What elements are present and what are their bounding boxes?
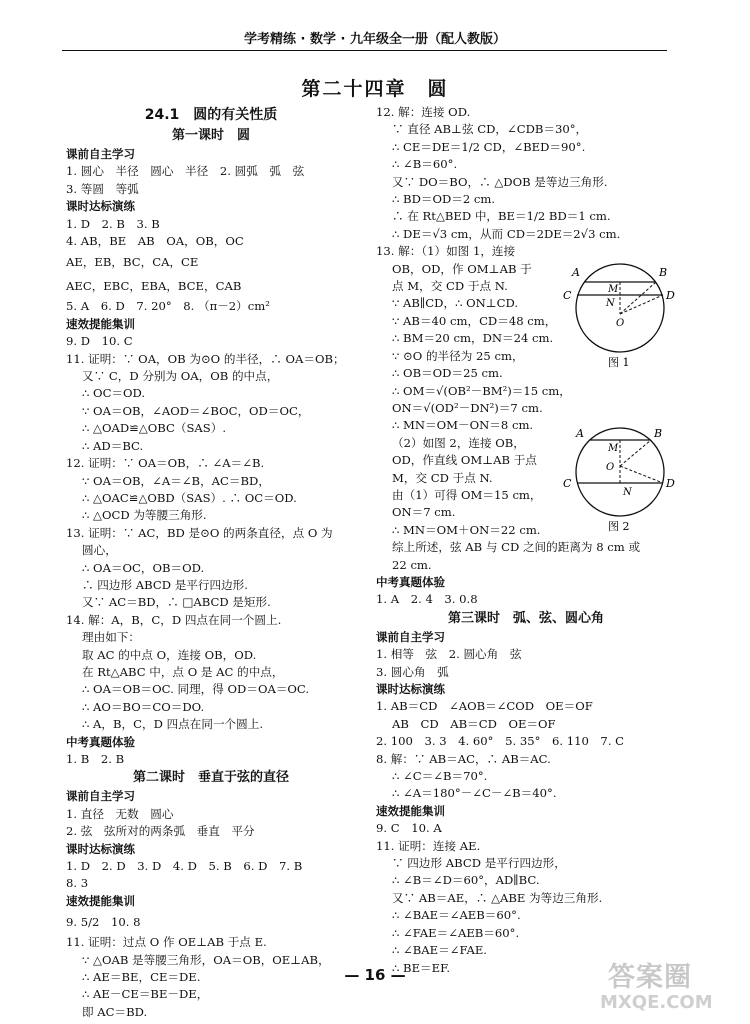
right-line: 2. 100 3. 3 4. 60° 5. 35° 6. 110 7. C [376, 734, 625, 749]
right-line: ∴ OB＝OD＝25 cm. [392, 366, 503, 381]
left-line: 1. D 2. D 3. D 4. D 5. B 6. D 7. B [66, 859, 303, 874]
fig2-label-a: A [576, 427, 584, 440]
left-line: 5. A 6. D 7. 20° 8. （π－2）cm² [66, 299, 270, 314]
left-line: ∵ OA＝OB，∠AOD＝∠BOC，OD＝OC， [82, 403, 310, 418]
left-line: ∴ AE－CE＝BE－DE， [82, 987, 209, 1002]
left-line: ∴ OA＝OC，OB＝OD. [82, 560, 205, 575]
left-column [66, 104, 356, 1021]
right-line: ∴ BD＝OD＝2 cm. [392, 192, 496, 207]
right-line: ∵ AB∥CD，∴ ON⊥CD. [392, 296, 519, 311]
watermark-logo: 答案圈 [608, 962, 692, 993]
left-line: ∴ △OCD 为等腰三角形. [82, 508, 207, 523]
fig2-caption: 图 2 [608, 520, 630, 533]
left-line: ∵ OA＝OB，∠A＝∠B，AC＝BD， [82, 473, 270, 488]
right-line: ∴ ∠BAE＝∠AEB＝60°. [392, 908, 521, 923]
right-line: M，交 CD 于点 N. [392, 470, 493, 485]
left-line: 8. 3 [66, 876, 89, 891]
left-line: 取 AC 的中点 O，连接 OB，OD. [82, 647, 257, 662]
figure-2 [560, 426, 680, 536]
right-line: （2）如图 2，连接 OB， [392, 435, 525, 450]
fig1-ob [620, 282, 656, 314]
right-line: ∴ MN＝OM＋ON＝22 cm. [392, 522, 541, 537]
page-number: — 16 — [344, 966, 406, 984]
left-line: AE，EB，BC，CA，CE [66, 255, 199, 270]
left-line: 1. D 2. B 3. B [66, 216, 160, 231]
fig1-caption: 图 1 [608, 356, 630, 369]
fig2-label-n: N [623, 487, 632, 498]
right-line: ON＝7 cm. [392, 505, 456, 520]
left-line: 3. 等圆 等弧 [66, 181, 139, 196]
right-line: ∴ ∠B＝60°. [392, 157, 458, 172]
right-line: 速效提能集训 [376, 803, 445, 818]
right-line: ∵ ⊙O 的半径为 25 cm， [392, 348, 524, 363]
fig1-label-o: O [616, 318, 625, 329]
right-line: 3. 圆心角 弧 [376, 664, 449, 679]
left-line: 24.1 圆的有关性质 [144, 107, 278, 123]
right-line: ∴ ∠A＝180°－∠C－∠B＝40°. [392, 786, 557, 801]
left-line: 11. 证明：过点 O 作 OE⊥AB 于点 E. [66, 935, 267, 950]
fig1-od [620, 295, 663, 314]
left-line: 即 AC＝BD. [82, 1004, 148, 1019]
right-line: ∴ BE＝EF. [392, 960, 451, 975]
left-line: 第一课时 圆 [171, 128, 250, 143]
left-line: 课时达标演练 [66, 841, 135, 856]
fig2-label-m: M [608, 443, 619, 454]
fig1-label-n: N [606, 298, 615, 309]
right-line: ∴ ∠C＝∠B＝70°. [392, 769, 488, 784]
right-line: ∴ MN＝OM－ON＝8 cm. [392, 418, 534, 433]
left-line: ∴ A，B，C，D 四点在同一个圆上. [82, 717, 264, 732]
left-line: 又∵ AC＝BD，∴ □ABCD 是矩形. [82, 595, 271, 610]
left-line: 圆心， [82, 543, 117, 558]
right-line: ∴ ∠BAE＝∠FAE. [392, 943, 487, 958]
watermark-url: MXQE.COM [600, 992, 713, 1013]
fig2-od [620, 466, 663, 483]
left-line: 课前自主学习 [66, 147, 135, 161]
right-line: 又∵ AB＝AE，∴ △ABE 为等边三角形. [392, 890, 603, 905]
right-line: 1. A 2. 4 3. 0.8 [376, 592, 478, 607]
right-line: 13. 解：（1）如图 1，连接 [376, 244, 516, 259]
left-line: 又∵ C，D 分别为 OA，OB 的中点， [82, 369, 279, 384]
left-line: 课前自主学习 [66, 789, 135, 804]
right-line: ∴ ∠B＝∠D＝60°，AD∥BC. [392, 873, 540, 888]
left-line: 13. 证明：∵ AC，BD 是⊙O 的两条直径，点 O 为 [66, 525, 333, 540]
left-line: ∴ △OAC≌△OBD（SAS）. ∴ OC＝OD. [82, 490, 297, 505]
right-line: 1. AB＝CD ∠AOB＝∠COD OE＝OF [376, 699, 593, 714]
right-line: 又∵ DO＝BO，∴ △DOB 是等边三角形. [392, 174, 608, 189]
left-line: 9. 5/2 10. 8 [66, 915, 141, 930]
left-line: ∴ OC＝OD. [82, 386, 146, 401]
right-line: 综上所述，弦 AB 与 CD 之间的距离为 8 cm 或 [392, 540, 641, 555]
fig1-label-c: C [563, 289, 572, 302]
header-rule [62, 50, 667, 51]
right-line: 8. 解：∵ AB＝AC，∴ AB＝AC. [376, 751, 551, 766]
fig1-label-m: M [608, 284, 619, 295]
right-line: ∴ ∠FAE＝∠AEB＝60°. [392, 925, 520, 940]
right-line: ∴ BM＝20 cm，DN＝24 cm. [392, 331, 554, 346]
right-line: ∴ 在 Rt△BED 中，BE＝1/2 BD＝1 cm. [392, 209, 611, 224]
fig1-label-d: D [666, 289, 675, 302]
right-line: ∴ CE＝DE＝1/2 CD，∠BED＝90°. [392, 139, 586, 154]
right-line: AB CD AB＝CD OE＝OF [392, 716, 556, 731]
right-column [376, 104, 676, 977]
right-line: 点 M，交 CD 于点 N. [392, 279, 508, 294]
left-line: 12. 证明：∵ OA＝OB，∴ ∠A＝∠B. [66, 456, 265, 471]
fig1-label-a: A [572, 266, 580, 279]
right-line: OB，OD，作 OM⊥AB 于 [392, 261, 532, 276]
left-line: 理由如下： [82, 630, 140, 645]
right-line: ∵ 四边形 ABCD 是平行四边形， [392, 856, 566, 871]
right-line: 22 cm. [392, 557, 432, 572]
left-line: 1. B 2. B [66, 752, 125, 766]
right-line: 11. 证明：连接 AE. [376, 838, 481, 853]
right-line: 1. 相等 弦 2. 圆心角 弦 [376, 647, 522, 662]
left-line: 1. 圆心 半径 圆心 半径 2. 圆弧 弧 弦 [66, 164, 305, 179]
fig2-label-d: D [666, 477, 675, 490]
figure-1 [560, 262, 680, 372]
fig1-label-b: B [659, 266, 668, 279]
left-line: ∴ △OAD≌△OBC（SAS）. [82, 421, 227, 436]
fig2-label-b: B [654, 427, 663, 440]
right-line: ∵ AB＝40 cm，CD＝48 cm， [392, 313, 557, 328]
left-line: 1. 直径 无数 圆心 [66, 806, 174, 821]
left-line: 速效提能集训 [66, 316, 135, 331]
chapter-title: 第二十四章 圆 [301, 78, 449, 100]
left-line: ∴ 四边形 ABCD 是平行四边形. [82, 577, 248, 592]
left-line: 速效提能集训 [66, 893, 135, 908]
right-line: 由（1）可得 OM＝15 cm， [392, 487, 542, 502]
right-line: ON＝√(OD²－DN²)＝7 cm. [392, 400, 543, 415]
right-line: 中考真题体验 [376, 574, 445, 589]
left-line: 课时达标演练 [66, 199, 135, 214]
right-line: OD，作直线 OM⊥AB 于点 [392, 453, 537, 468]
left-line: 2. 弦 弦所对的两条弧 垂直 平分 [66, 824, 255, 839]
left-line: 在 Rt△ABC 中，点 O 是 AC 的中点， [82, 664, 284, 679]
left-line: 4. AB，BE AB OA，OB，OC [66, 234, 244, 249]
left-line: ∴ OA＝OB＝OC. 同理，得 OD＝OA＝OC. [82, 682, 310, 697]
right-line: 课时达标演练 [376, 682, 445, 696]
left-line: 14. 解：A，B，C，D 四点在同一个圆上. [66, 612, 282, 627]
left-line: 第二课时 垂直于弦的直径 [132, 770, 289, 786]
left-line: ∴ AD＝BC. [82, 438, 144, 453]
left-line: ∴ AO＝BO＝CO＝DO. [82, 699, 205, 714]
left-line: 9. D 10. C [66, 334, 133, 349]
left-line: ∵ △OAB 是等腰三角形，OA＝OB，OE⊥AB， [82, 952, 330, 967]
right-line: ∴ DE＝√3 cm，从而 CD＝2DE＝2√3 cm. [392, 226, 621, 241]
left-line: 中考真题体验 [66, 734, 135, 749]
fig2-ob [620, 440, 651, 466]
fig2-label-o: O [606, 462, 615, 473]
running-header: 学考精练 · 数学 · 九年级全一册（配人教版） [244, 32, 506, 47]
right-line: 课前自主学习 [376, 629, 445, 644]
right-line: ∵ 直径 AB⊥弦 CD，∠CDB＝30°， [392, 122, 588, 137]
left-line: 11. 证明：∵ OA，OB 为⊙O 的半径，∴ OA＝OB； [66, 351, 345, 366]
right-line: 9. C 10. A [376, 821, 442, 836]
right-line: ∴ OM＝√(OB²－BM²)＝15 cm， [392, 383, 571, 398]
right-line: 第三课时 弧、弦、圆心角 [447, 610, 604, 626]
left-line: AEC，EBC，EBA，BCE，CAB [66, 279, 242, 294]
left-line: ∴ AE＝BE，CE＝DE. [82, 970, 201, 985]
fig2-label-c: C [563, 477, 572, 490]
right-line: 12. 解：连接 OD. [376, 105, 471, 119]
